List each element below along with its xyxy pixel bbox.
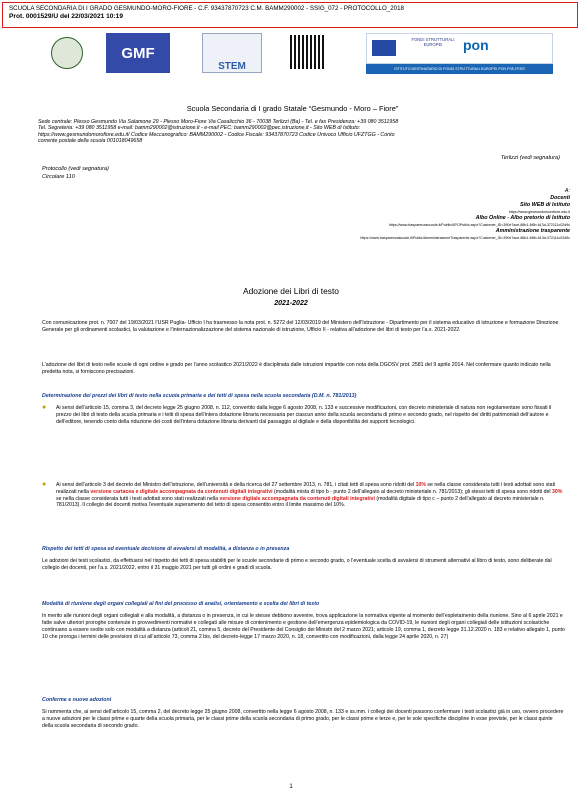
fondi-text: FONDI STRUTTURALI EUROPEI (411, 37, 455, 47)
document-year: 2021-2022 (274, 300, 308, 307)
gmf-logo: GMF (106, 33, 170, 73)
bullet-2-part-i: (modalità digitale di tipo c – punto 2 dell’allegato al decreto ministeriale n. 781/2013). Il collegio dei docenti motiva l’eventuale superamento del tetto di spesa consentito entro il limite massimo del 10%. (56, 495, 545, 509)
bullet-2-part-a: Ai sensi dell’articolo 3 del decreto del Ministro dell’istruzione, dell’università e della ricerca del 27 settembre 2013, n. 781, i citati tetti di spesa sono ridotti del (56, 481, 415, 488)
contact-line-1: Sede centrale: Plesso Gesmundo Via Salamone 29 - Plesso Moro-Fiore Via Casalicchio 36 - 70038 Terlizzi (Ba) - Tel. e fax Presidenza: +39 080 3511958 (38, 119, 399, 125)
bullet-2-part-g: se nella classe considerata tutti i testi adottati sono stati realizzati nella (56, 495, 219, 502)
pon-caption: ISTITUTO DESTINATARIO DI FONDI STRUTTURALI EUROPEI PON FSE-FESR (366, 64, 553, 74)
republic-emblem-icon (51, 37, 83, 69)
contact-line-2: Tel. Segreteria: +39 080 3511958 e-mail: bamm290002@istruzione.it - e-mail PEC: bamm290002@pec.istruzione.it - Sito WEB di Istituto: (38, 125, 361, 132)
bullet-2-part-e: (modalità mista di tipo b - punto 2 dell’allegato al decreto ministeriale n. 781/2013); gli stessi tetti di spesa sono ridotti del (273, 488, 551, 495)
bullet-2-part-c: se nella classe considerata tutti i testi adottati sono stati realizzati nella (56, 481, 556, 495)
contact-line-3: https://www.gesmundomorofiore.edu.it/ Codice Meccanografico: BAMM290002 - Codice Fiscale: 93437870723 Codice Univoco Ufficio UFZTGG - Conto (38, 131, 395, 138)
bullet-item-2 (42, 482, 566, 510)
amministrazione-url[interactable]: https://www.trasparenzascuole.it/Public/AmministrazioneTrasparente.aspx?Customer_ID=390e7ace-86b1-4f6b-b13d-372111c02d9c (360, 236, 570, 240)
bullet-item-1 (42, 405, 566, 426)
logo-strip (48, 33, 553, 79)
bullet-2-ten-percent: 10% (415, 481, 426, 488)
body-paragraph-1: Con comunicazione prot. n. 7007 del 19/03/2021 l’USR Puglia- Ufficio I ha trasmesso la nota prot. n. 5272 del 12/03/2019 del Ministero dell’Istruzione - Dipartimento per il sistema educativo di istruzione e formazione Direzione Generale per gli ordinamenti scolastici, la valutazione e l’internazionalizzazione del sistema nazionale di istruzione, Ufficio II - relativa all’adozione dei libri di testo per l’a.s. 2021-2022. (42, 320, 559, 333)
bullet-2-cartacea-digitale: versione cartacea e digitale accompagnata da contenuti digitali integrativi (90, 488, 273, 495)
albo-online-url[interactable]: https://www.trasparenzascuole.it/Public/APOPublic.aspx?Customer_ID=390e7ace-86b1-4f6b-b13d-372111c02d9c (388, 223, 570, 227)
page-number: 1 (289, 784, 293, 790)
recipient-albo-online: Albo Online - Albo pretorio di Istituto (475, 215, 570, 221)
contact-block (38, 119, 558, 145)
recipient-amministrazione: Amministrazione trasparente (495, 228, 570, 234)
protocollo-segnatura: Protocollo (vedi segnatura) (42, 166, 109, 172)
bullet-2-versione-digitale: versione digitale accompagnata da contenuti digitali integrativi (219, 495, 375, 502)
eu-flag-icon (372, 40, 396, 56)
document-title: Adozione dei Libri di testo (243, 286, 339, 296)
circolare-number: Circolare 110 (42, 174, 75, 180)
body-paragraph-4: In merito alle riunioni degli organi collegiali e alla modalità, a distanza o in presenza, in cui le stesse debbono avvenire, trova applicazione la normativa vigente al momento dell’espletamento della riunione. Sino al 6 aprile 2021 e fatte salve ulteriori proroghe contenute in provvedimenti normativi e collegati alle misure di contenimento e gestione dell’emergenza epidemiologica da COVID-19, le riunioni degli organi collegiali delle istituzioni scolastiche continuano a essere svolte solo con modalità a distanza (articoli 21, comma 5, decreto del Presidente del Consiglio dei Ministri del 2 marzo 2021; articolo 19, comma 1, decreto legge 31.12.2020 n. 183 e relativo allegato 1, punto 10 che proroga i termini delle previsioni di cui all’articolo 73, comma 2 bis, del decreto-legge 17 marzo 2020, n. 18, convertito con modificazioni, dalla legge 24 aprile 2020, n. 27) (42, 613, 565, 640)
protocol-line-1: SCUOLA SECONDARIA DI I GRADO GESMUNDO-MORO-FIORE - C.F. 93437870723 C.M. BAMM290002 - SSIG_072 - PROTOCOLLO_2018 (9, 5, 404, 12)
body-paragraph-5: Si rammenta che, ai sensi dell’articolo 15, comma 2, del decreto legge 25 giugno 2008, convertito nella legge 6 agosto 2008, n. 133 e ss.mm. i collegi dei docenti possono confermare i testi scolastici già in uso, ovvero procedere a nuove adozioni per le classi prime e quarte della scuola primaria, per le classi prime della scuola secondaria di primo grado, per le classi prime e terze e, per le sole specifiche discipline in esse previste, per le classi quinte della scuola secondaria di secondo grado. (42, 709, 564, 729)
body-paragraph-2: L’adozione dei libri di testo nelle scuole di ogni ordine e grado per l’anno scolastico 2021/2022 è disciplinata dalle istruzioni impartite con nota della DGOSV prot. 2581 del 9 aprile 2014. Nel confermare quanto indicato nella predetta nota, si forniscono precisazioni. (42, 362, 551, 375)
recipient-docenti: Docenti (550, 195, 570, 201)
section-heading-conferme: Conferme e nuove adozioni (42, 697, 112, 703)
recipients-block (280, 188, 570, 241)
stem-logo: STEM (202, 33, 262, 73)
pon-logo-text: pon (463, 37, 489, 53)
protocol-stamp (2, 2, 578, 28)
bullet-1-text: Ai sensi dell’articolo 15, comma 3, del decreto legge 25 giugno 2008, n. 112, convertito dalla legge 6 agosto 2008, n. 133 e successive modificazioni, con decreto ministeriale di natura non regolamentare sono fissati il prezzo dei libri di testo della scuola primaria e i tetti di spesa dell’intera dotazione libraria necessaria per ciascun anno della scuola secondaria di primo e secondo grado, nel rispetto dei diritti patrimoniali dell’autore e dell’editore, tenendo conto della riduzione dei costi dell’intera dotazione libraria derivanti dal passaggio al digitale e della disponibilità dei supporti tecnologici. (56, 405, 552, 425)
recipient-a: A: (564, 188, 570, 194)
section-heading-prezzi: Determinazione dei prezzi dei libri di testo nella scuola primaria e dei tetti di spesa nella scuola secondaria (D.M. n. 781/2013) (42, 393, 357, 399)
contact-line-4: corrente postale della scuola 001018049658 (38, 138, 143, 145)
recipient-sito-web: Sito WEB di Istituto (519, 202, 570, 208)
qr-code-icon (290, 35, 324, 69)
body-paragraph-3: Le adozioni dei testi scolastici, da effettuarsi nel rispetto dei tetti di spesa stabiliti per le scuole secondarie di primo e secondo grado, o l’eventuale scelta di avvalersi di strumenti alternativi al libro di testo, sono deliberate dal collegio dei docenti, per l’a.s. 2021/2022, entro il 31 maggio 2021 per tutti gli ordini e gradi di scuola. (42, 558, 552, 571)
protocol-line-2: Prot. 0001529/U del 22/03/2021 10:19 (9, 13, 124, 20)
sito-web-url[interactable]: https://www.gesmundomorofiore.edu.it (508, 210, 570, 214)
eu-fondi-pon-logo (366, 33, 553, 64)
school-name: Scuola Secondaria di I grado Statale “Gesmundo - Moro – Fiore” (186, 104, 399, 113)
section-heading-rispetto: Rispetto dei tetti di spesa ed eventuale decisione di avvalersi di modalità, a distanza o in presenza (42, 546, 290, 552)
terlizzi-segnatura: Terlizzi (vedi segnatura) (500, 155, 560, 161)
bullet-2-thirty-percent: 30% (551, 488, 563, 495)
section-heading-modalita: Modalità di riunione degli organi collegiali al fini del processo di analisi, orientamento e scelta dei libri di testo (42, 601, 320, 607)
